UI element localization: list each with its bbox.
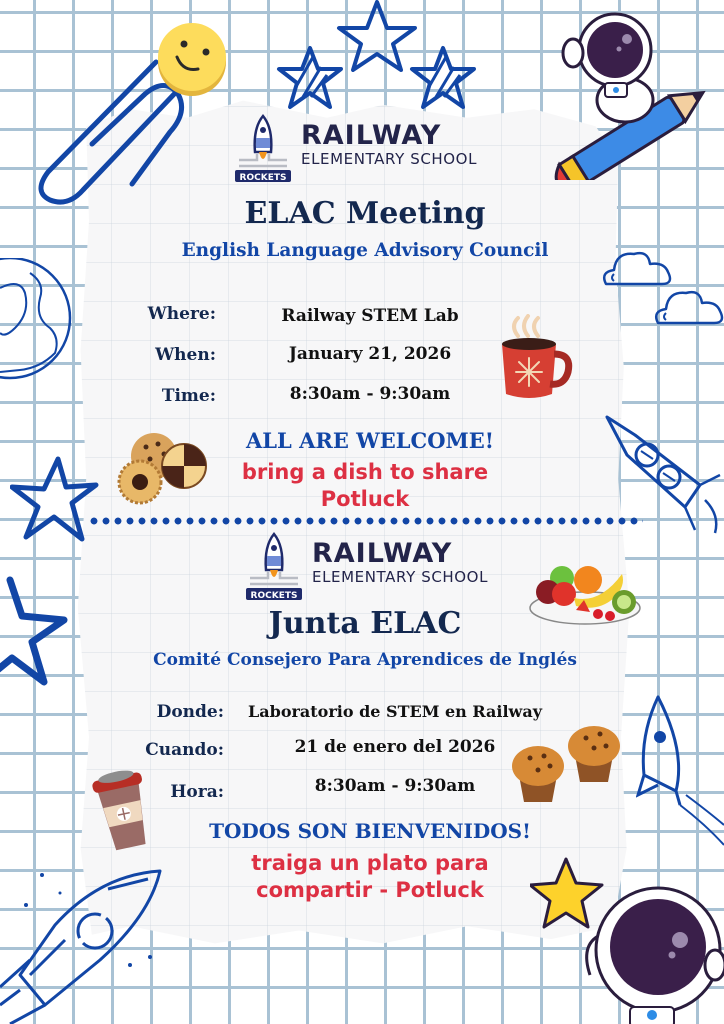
- when-value: January 21, 2026: [288, 344, 452, 364]
- hora-label: Hora:: [170, 782, 224, 802]
- english-subtitle: English Language Advisory Council: [181, 240, 549, 261]
- spanish-welcome: TODOS SON BIENVENIDOS!: [209, 819, 531, 843]
- muffins-icon: [512, 720, 622, 806]
- dotted-divider: [88, 517, 643, 525]
- globe-icon: [0, 258, 75, 380]
- school-name: RAILWAY: [312, 538, 453, 569]
- cuando-value: 21 de enero del 2026: [294, 737, 496, 757]
- spanish-subtitle: Comité Consejero Para Aprendices de Inglés: [153, 650, 577, 670]
- star-striped-icon: [408, 45, 478, 113]
- coffee-cup-icon: [92, 768, 154, 852]
- star-outline-icon: [10, 455, 100, 545]
- rocket-logo-icon: [246, 532, 302, 601]
- rocket-logo-icon: [235, 114, 291, 183]
- time-value: 8:30am - 9:30am: [289, 384, 451, 404]
- astronaut-with-star-icon: [530, 855, 724, 1024]
- spanish-title: Junta ELAC: [268, 606, 462, 641]
- when-label: When:: [155, 345, 216, 365]
- english-potluck-line2: Potluck: [320, 487, 410, 511]
- donde-label: Donde:: [156, 702, 224, 722]
- spanish-potluck-line1: traiga un plato para: [251, 851, 489, 875]
- hora-value: 8:30am - 9:30am: [314, 776, 476, 796]
- smiley-icon: [155, 22, 229, 96]
- time-label: Time:: [161, 386, 216, 406]
- english-potluck-line1: bring a dish to share: [241, 460, 489, 484]
- school-logo: [246, 532, 489, 601]
- donde-value: Laboratorio de STEM en Railway: [248, 702, 542, 721]
- where-value: Railway STEM Lab: [281, 306, 459, 326]
- school-logo: [235, 114, 478, 183]
- star-striped-icon: [275, 45, 345, 113]
- rocket-outline-icon: [636, 695, 724, 865]
- where-label: Where:: [147, 304, 216, 324]
- english-title: ELAC Meeting: [244, 196, 486, 231]
- cloud-icon: [654, 285, 724, 327]
- english-welcome: ALL ARE WELCOME!: [245, 428, 495, 453]
- school-name: RAILWAY: [301, 120, 442, 151]
- mascot-text: ROCKETS: [250, 591, 298, 601]
- cuando-label: Cuando:: [145, 740, 224, 760]
- spanish-potluck-line2: compartir - Potluck: [256, 878, 484, 902]
- coffee-mug-icon: [496, 314, 574, 402]
- star-outline-icon: [0, 576, 70, 686]
- astronaut-on-pencil-icon: [545, 5, 720, 180]
- school-subtitle: ELEMENTARY SCHOOL: [312, 568, 489, 586]
- school-subtitle: ELEMENTARY SCHOOL: [301, 150, 478, 168]
- rocket-outline-icon: [0, 865, 165, 1024]
- mascot-text: ROCKETS: [239, 173, 287, 183]
